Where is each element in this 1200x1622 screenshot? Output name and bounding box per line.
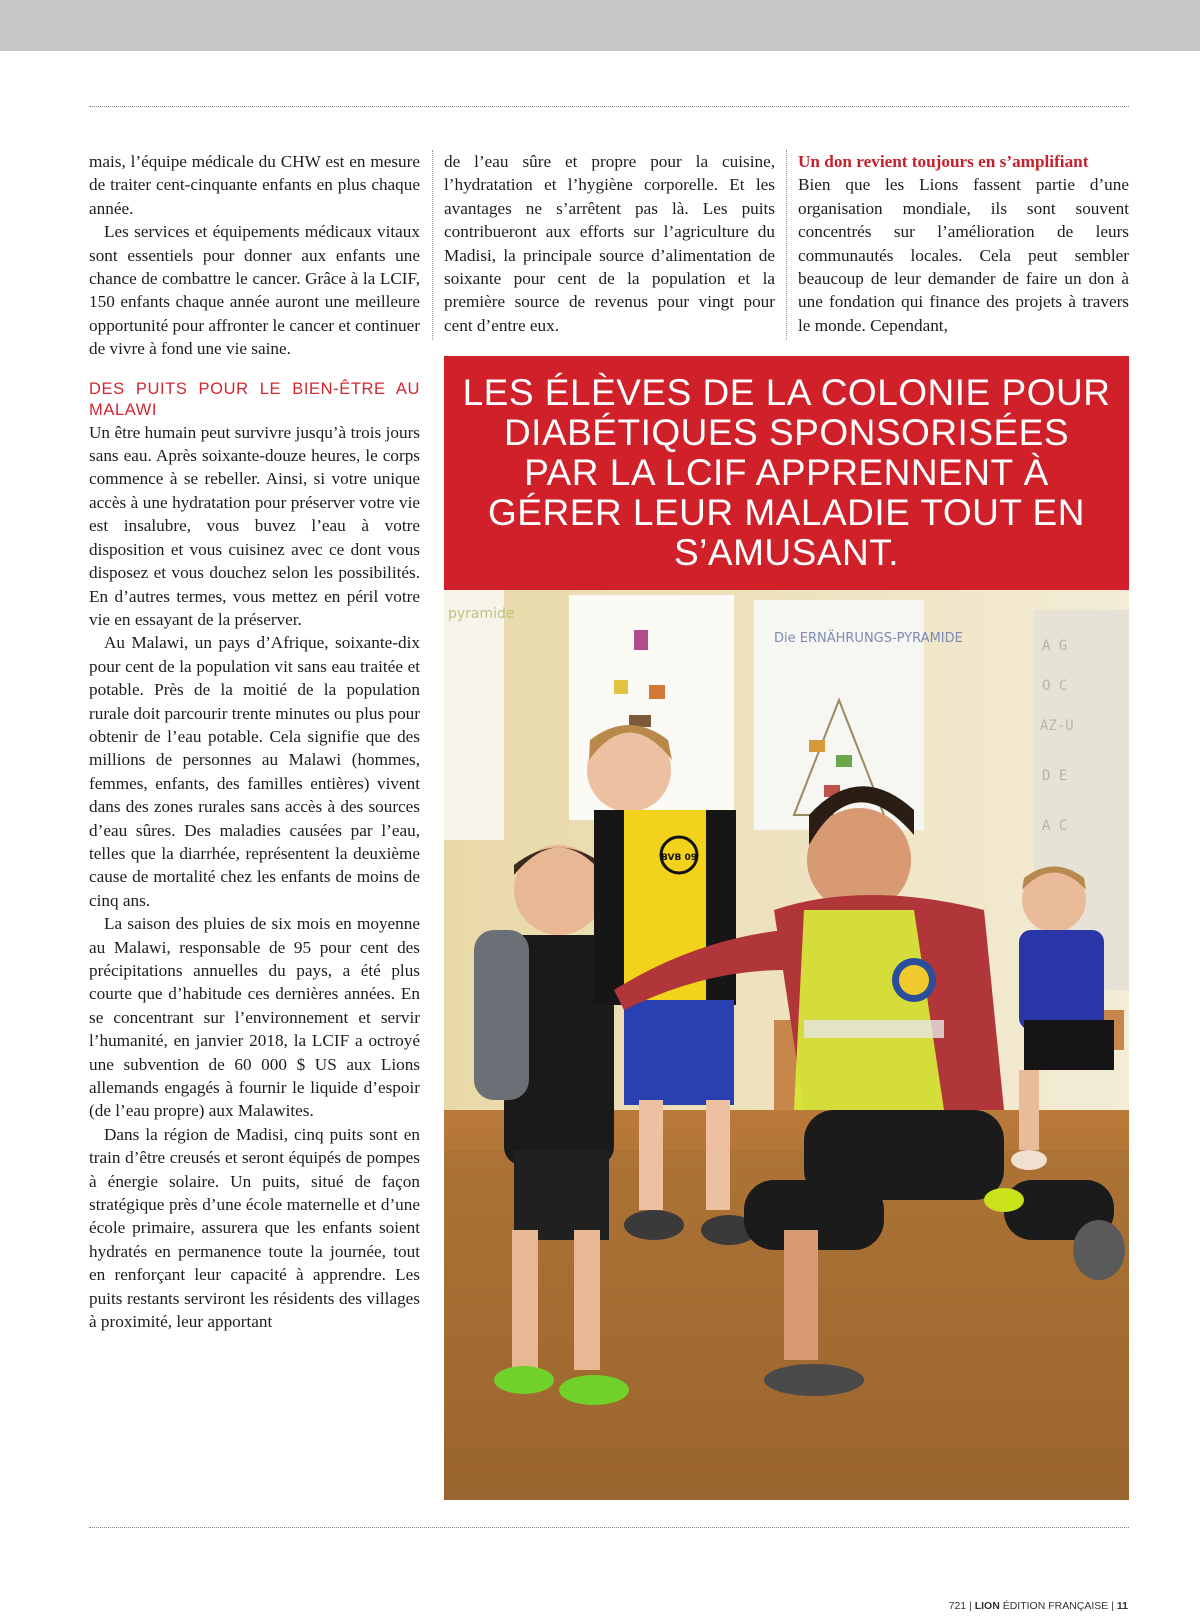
svg-text:A C: A C [1042,818,1068,834]
top-bar [0,0,1200,51]
pull-quote-text: LES ÉLÈVES DE LA COLONIE POUR DIABÉTIQUES SPONSORISÉES PAR LA LCIF APPRENNENT À GÉRER LEUR MALADIE TOUT EN S’AMUSANT. [462,372,1111,573]
poster-left-text: pyramide [448,606,515,622]
svg-text:O C: O C [1042,678,1068,694]
column-2 [444,150,775,337]
footer-issue: 721 | [948,1600,972,1612]
photo-children-camp [444,590,1129,1500]
col3-paragraph-1: Bien que les Lions fassent partie d’une organisation mondiale, ils sont souvent concentrés sur l’amélioration de leurs communautés locales. Cela peut sembler beaucoup de leur demander de faire un don à une fondation qui finance des projets à travers le monde. Cependant, [798,175,1129,335]
section-heading-don: Un don revient toujours en s’amplifiant [798,152,1089,171]
svg-text:A G: A G [1042,638,1068,654]
column-3 [798,150,1129,337]
footer-edition: ÉDITION FRANÇAISE | [1002,1600,1114,1612]
column-divider-2 [786,150,787,340]
top-rule [89,106,1129,107]
col1-paragraph-5: La saison des pluies de six mois en moyenne au Malawi, responsable de 95 pour cent des précipitations annuelles du pays, a été plus courte que d’habitude ces dernières années. En se concentrant sur l’environnement et servir l’humanité, en janvier 2018, la LCIF a octroyé une subvention de 60 000 $ US aux Lions allemands engagés à fournir le liquide d’espoir (de l’eau propre) aux Malawites. [89,914,420,1121]
pull-quote [444,356,1129,590]
jersey-logo: BVB 09 [661,853,697,863]
bottom-rule [89,1527,1129,1528]
poster-pyramid-title: Die ERNÄHRUNGS-PYRAMIDE [774,631,963,646]
col1-paragraph-1: mais, l’équipe médicale du CHW est en mesure de traiter cent-cinquante enfants en plus chaque année. [89,152,420,218]
footer-page-number: 11 [1116,1600,1128,1612]
section-heading-malawi: DES PUITS POUR LE BIEN-ÊTRE AU MALAWI [89,379,420,419]
col2-paragraph-1: de l’eau sûre et propre pour la cuisine, l’hydratation et l’hygiène corporelle. Et les avantages ne s’arrêtent pas là. Les puits contribueront aux efforts sur l’agriculture du Madisi, la principale source d’alimentation de soixante pour cent de la population et la première source de revenus pour vingt pour cent d’entre eux. [444,152,775,335]
column-1 [89,150,420,1334]
photo-illustration [444,590,1129,1500]
col1-paragraph-4: Au Malawi, un pays d’Afrique, soixante-dix pour cent de la population vit sans eau traitée et potable. Près de la moitié de la population rurale doit parcourir trente minutes ou plus pour obtenir de l’eau potable. Cela signifie que des millions de personnes au Malawi (hommes, femmes, enfants, des familles entières) vivent dans des zones rurales sans accès à des sources d’eau sûres. Des maladies causées par l’eau, telles que la diarrhée, représentent la deuxième cause de mortalité chez les enfants de moins de cinq ans. [89,633,420,910]
col1-paragraph-6: Dans la région de Madisi, cinq puits sont en train d’être creusés et seront équipés de pompes à énergie solaire. Un puits, situé de façon stratégique près d’une école maternelle et d’une école primaire, assurera que les enfants soient hydratés en permanence toute la journée, tout en renforçant leur capacité à apprendre. Les puits restants serviront les résidents des villages à proximité, leur apportant [89,1124,420,1332]
col1-paragraph-3: Un être humain peut survivre jusqu’à trois jours sans eau. Après soixante-douze heures, le corps commence à se rebeller. Ainsi, si votre unique accès à une hydratation pour préserver votre vie est insalubre, vous buvez l’eau à votre disposition et vous cuisinez avec ce dont vous disposez et vous douchez selon les possibilités. En d’autres termes, vous mettez en péril votre vie en essayant de la préserver. [89,422,420,629]
page-footer [949,1600,1128,1612]
footer-brand: LION [974,1600,1000,1612]
svg-text:D E: D E [1042,768,1068,784]
column-divider-1 [432,150,433,340]
svg-text:AZ-U: AZ-U [1040,718,1074,734]
col1-paragraph-2: Les services et équipements médicaux vitaux sont essentiels pour donner aux enfants une chance de combattre le cancer. Grâce à la LCIF, 150 enfants chaque année auront une meilleure opportunité pour affronter le cancer et continuer de vivre à fond une vie saine. [89,222,420,359]
